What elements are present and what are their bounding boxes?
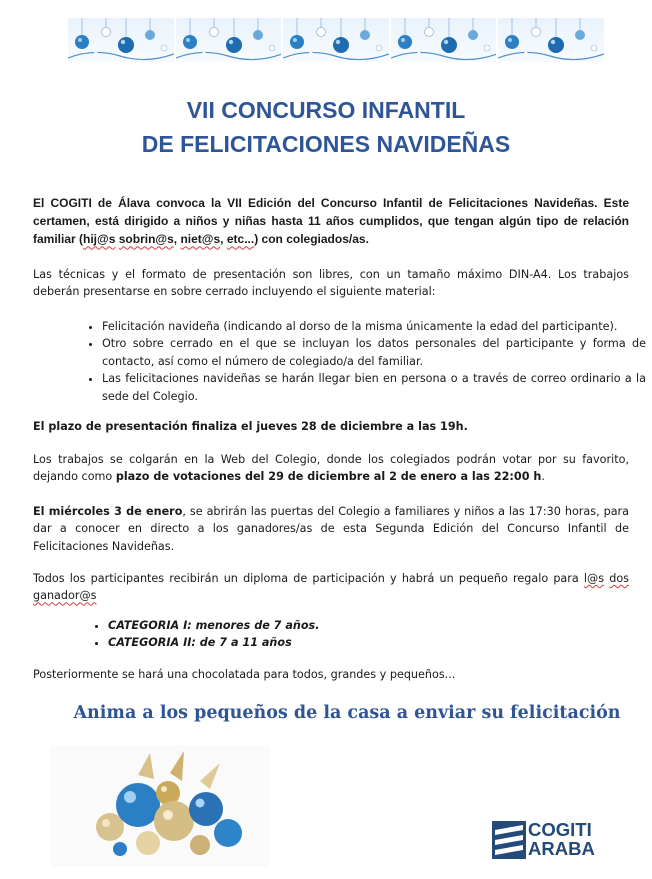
chocolate-paragraph: Posteriormente se hará una chocolatada para todos, grandes y pequeños...	[33, 668, 456, 681]
category-name: CATEGORIA II	[108, 636, 192, 650]
list-item: • Las felicitaciones navideñas se harán llegar bien en persona o a través de correo ordinario a la sede del Colegio.	[102, 370, 646, 405]
web-text: Los trabajos se colgarán en la Web del Colegio, donde los colegiados podrán votar por su favorito, dejando como	[33, 453, 629, 484]
banner-tile	[68, 18, 174, 62]
list-item	[108, 634, 652, 651]
prizes-text: Todos los participantes recibirán un diploma de participación y habrá un pequeño regalo para	[33, 572, 584, 585]
categories-list	[84, 617, 652, 652]
prizes-paragraph	[33, 570, 629, 605]
intro-text: ,	[220, 232, 227, 247]
spell-flagged-word: sobrin@s	[118, 232, 174, 247]
logo-line-2: ARABA	[528, 838, 595, 859]
christmas-ornaments-icon	[283, 18, 389, 60]
christmas-ornaments-image	[50, 745, 270, 867]
intro-text: ) con colegiados/as.	[254, 232, 369, 247]
christmas-ornaments-icon	[498, 18, 604, 60]
materials-list	[84, 318, 646, 405]
list-item	[108, 617, 652, 634]
banner-tile	[391, 18, 497, 62]
announcement-text: , se abrirán las puertas del Colegio a familiares y niños a las 17:30 horas, para dar a conocer en directo a los ganadores/as de esta Segunda Edición del Concurso Infantil de Felicitaciones Navideñas.	[33, 505, 630, 553]
christmas-banner	[68, 18, 604, 62]
cogiti-logo-icon	[492, 821, 526, 859]
announcement-paragraph	[33, 503, 629, 555]
techniques-paragraph: Las técnicas y el formato de presentación son libres, con un tamaño máximo DIN-A4. Los trabajos deberán presentarse en sobre cerrado incluyendo el siguiente material:	[33, 268, 629, 299]
spell-flagged-word: niet@s	[180, 232, 221, 247]
intro-text: ,	[173, 232, 181, 247]
christmas-ornaments-icon	[176, 18, 282, 60]
web-voting-paragraph	[33, 451, 629, 486]
list-item: • Otro sobre cerrado en el que se incluyan los datos personales del participante y forma de contacto, así como el número de colegiado/a del familiar.	[102, 335, 646, 370]
christmas-ornaments-icon	[391, 18, 497, 60]
christmas-ornaments-icon	[68, 18, 174, 60]
banner-tile	[498, 18, 604, 62]
cogiti-araba-logo	[492, 819, 608, 861]
announcement-date: El miércoles 3 de enero	[33, 505, 183, 518]
category-name: CATEGORIA I	[108, 619, 188, 632]
voting-period: plazo de votaciones del 29 de diciembre al 2 de enero a las 22:00 h	[115, 470, 542, 484]
banner-tile	[176, 18, 282, 62]
list-item: • Felicitación navideña (indicando al dorso de la misma únicamente la edad del participante).	[102, 318, 646, 335]
title-line-1: VII CONCURSO INFANTIL	[186, 97, 466, 123]
category-desc: : menores de 7 años.	[187, 619, 320, 632]
web-text: .	[541, 470, 545, 484]
title-line-2: DE FELICITACIONES NAVIDEÑAS	[141, 131, 511, 157]
baubles-icon	[50, 745, 270, 867]
intro-text: El COGITI de Álava convoca la VII Edición del Concurso Infantil de Felicitaciones Navideñas. Este certamen, está dirigido a niños y niñas hasta 11 años cumplidos, que tengan algún tipo de relación familiar (	[33, 196, 629, 247]
category-desc: : de 7 a 11 años	[191, 636, 292, 650]
slogan: Anima a los pequeños de la casa a enviar su felicitación	[73, 703, 621, 723]
spell-flagged-word: l@s	[583, 572, 605, 585]
spell-flagged-word: dos ganador@s	[33, 572, 629, 603]
intro-paragraph	[33, 194, 629, 249]
banner-tile	[283, 18, 389, 62]
deadline-paragraph: El plazo de presentación finaliza el jueves 28 de diciembre a las 19h.	[33, 420, 468, 433]
spell-flagged-word: etc...	[226, 232, 255, 247]
spell-flagged-word: hij@s	[83, 232, 116, 247]
logo-line-1: COGITI	[528, 819, 592, 840]
